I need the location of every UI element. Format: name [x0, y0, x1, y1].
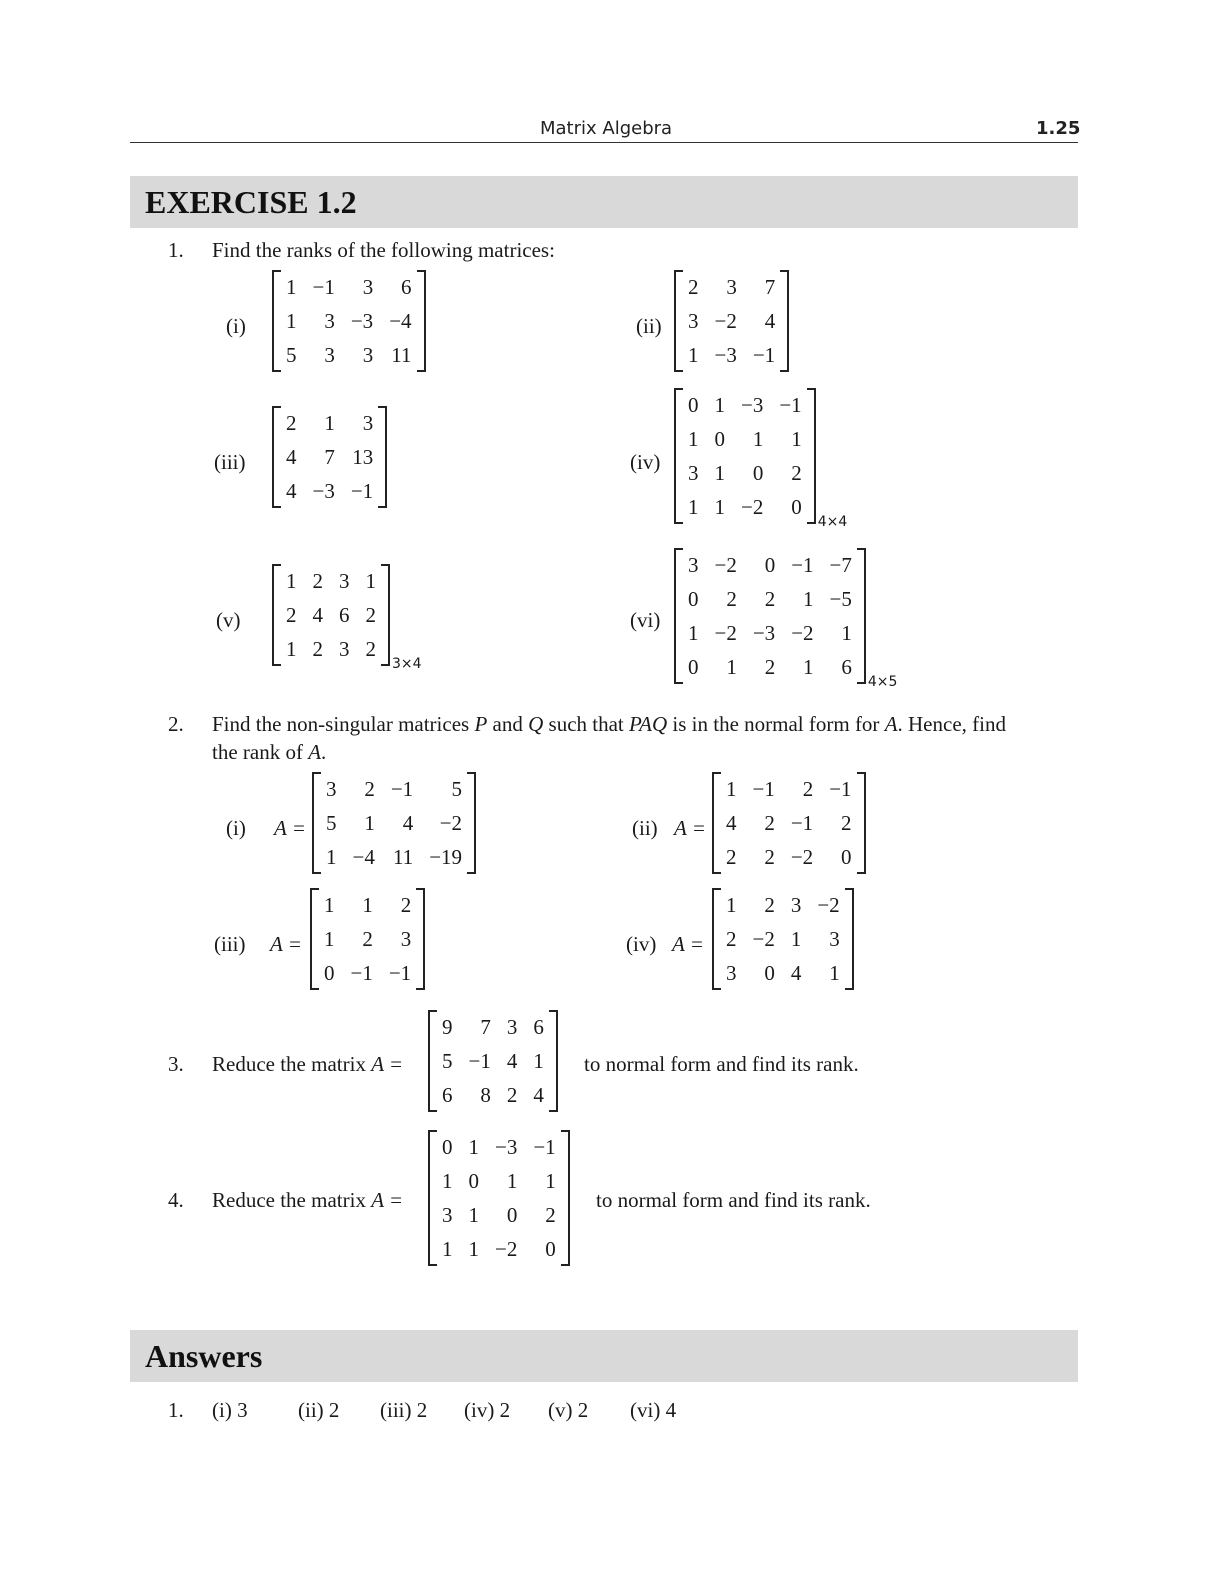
q4-text: Reduce the matrix A = — [212, 1188, 404, 1212]
matrix-cell: 1 — [364, 811, 375, 835]
matrix-body — [683, 270, 780, 372]
q2-label-ii: (ii) — [632, 816, 658, 840]
matrix-body — [319, 888, 416, 990]
matrix-cell: 1 — [442, 1237, 453, 1261]
q2-matrix-iii — [310, 888, 425, 990]
matrix-cell: 0 — [791, 495, 802, 519]
matrix-cell: 3 — [726, 275, 737, 299]
q1-text: Find the ranks of the following matrices: — [212, 238, 555, 262]
matrix-cell: 5 — [326, 811, 337, 835]
q1-matrix-vi — [674, 548, 898, 690]
matrix-cell: 2 — [545, 1203, 556, 1227]
matrix-cell: 6 — [533, 1015, 544, 1039]
matrix-cell: 7 — [480, 1015, 491, 1039]
answer-item: (v) 2 — [548, 1398, 589, 1422]
matrix-cell: 1 — [365, 569, 376, 593]
matrix-cell: −1 — [779, 393, 802, 417]
matrix-cell: −3 — [741, 393, 764, 417]
matrix-cell: 0 — [841, 845, 852, 869]
matrix-body — [721, 772, 857, 874]
matrix-cell: 3 — [339, 637, 350, 661]
matrix-cell: 6 — [339, 603, 350, 627]
matrix-right-bracket — [549, 1010, 558, 1112]
q2-label-iii: (iii) — [214, 932, 246, 956]
q2-prefix-i: A = — [274, 816, 306, 840]
matrix-cell: 2 — [764, 845, 775, 869]
matrix-cell: 7 — [764, 275, 776, 299]
matrix-cell: −5 — [829, 587, 852, 611]
q3-matrix — [428, 1010, 558, 1112]
matrix-cell: 3 — [326, 777, 337, 801]
matrix-cell: −2 — [714, 553, 737, 577]
matrix-cell: 1 — [790, 927, 802, 951]
matrix-left-bracket — [712, 888, 721, 990]
matrix-cell: 0 — [688, 587, 699, 611]
matrix-cell: 5 — [451, 777, 463, 801]
matrix-cell: 1 — [803, 587, 814, 611]
matrix-cell: 4 — [533, 1083, 544, 1107]
q1-label-iii: (iii) — [214, 450, 246, 474]
running-head-title: Matrix Algebra — [540, 118, 673, 139]
matrix-cell: 1 — [714, 495, 725, 519]
matrix-cell: 1 — [506, 1169, 518, 1193]
matrix-left-bracket — [674, 270, 683, 372]
q2-matrix-i — [312, 772, 476, 874]
matrix-cell: 2 — [286, 411, 297, 435]
matrix-body — [281, 270, 417, 372]
q1-matrix-v — [272, 564, 422, 672]
q1-number: 1. — [168, 238, 184, 262]
matrix-cell: 0 — [468, 1169, 479, 1193]
matrix-order-subscript: 4×5 — [867, 674, 898, 690]
q4-matrix — [428, 1130, 570, 1266]
matrix-cell: 3 — [362, 275, 374, 299]
matrix-cell: −1 — [350, 961, 373, 985]
matrix-cell: 2 — [764, 893, 775, 917]
matrix-cell: 4 — [764, 309, 776, 333]
matrix-cell: 2 — [365, 603, 376, 627]
matrix-body — [437, 1130, 561, 1266]
matrix-cell: 6 — [442, 1083, 453, 1107]
matrix-cell: 2 — [312, 569, 323, 593]
matrix-cell: 3 — [688, 309, 699, 333]
q1-matrix-iii — [272, 406, 387, 508]
matrix-cell: 11 — [392, 845, 414, 869]
matrix-cell: 3 — [790, 893, 802, 917]
matrix-left-bracket — [272, 406, 281, 508]
matrix-cell: −1 — [533, 1135, 556, 1159]
answers-heading-band — [130, 1330, 1078, 1382]
matrix-cell: −1 — [468, 1049, 491, 1073]
matrix-left-bracket — [674, 548, 683, 684]
matrix-cell: −4 — [389, 309, 412, 333]
matrix-right-bracket — [381, 564, 390, 666]
matrix-cell: 9 — [442, 1015, 453, 1039]
q2-text-line1: Find the non-singular matrices P and Q such that PAQ is in the normal form for A. Hence, find — [212, 712, 1006, 736]
matrix-cell: 1 — [688, 495, 699, 519]
matrix-cell: 1 — [545, 1169, 556, 1193]
matrix-left-bracket — [712, 772, 721, 874]
q4-number: 4. — [168, 1188, 184, 1212]
matrix-cell: 4 — [402, 811, 414, 835]
matrix-cell: −3 — [752, 621, 776, 645]
matrix-cell: 5 — [442, 1049, 453, 1073]
matrix-cell: −1 — [388, 961, 412, 985]
matrix-body — [437, 1010, 549, 1112]
matrix-cell: 0 — [714, 427, 725, 451]
matrix-cell: −2 — [714, 621, 737, 645]
matrix-right-bracket — [857, 548, 866, 684]
matrix-right-bracket — [378, 406, 387, 508]
answer-item: (iv) 2 — [464, 1398, 511, 1422]
matrix-cell: 11 — [391, 343, 412, 367]
matrix-order-subscript: 3×4 — [392, 656, 422, 672]
matrix-right-bracket — [845, 888, 854, 990]
matrix-cell: −1 — [791, 553, 814, 577]
matrix-cell: −2 — [495, 1237, 518, 1261]
matrix-right-bracket — [467, 772, 476, 874]
q2-label-i: (i) — [226, 816, 246, 840]
matrix-cell: −1 — [350, 479, 374, 503]
matrix-cell: 1 — [714, 461, 725, 485]
matrix-body — [683, 548, 857, 684]
matrix-cell: 3 — [688, 553, 699, 577]
matrix-cell: 1 — [324, 893, 335, 917]
matrix-cell: 3 — [400, 927, 412, 951]
matrix-cell: −1 — [312, 275, 335, 299]
matrix-cell: 1 — [726, 655, 737, 679]
matrix-body — [721, 888, 845, 990]
matrix-cell: −19 — [429, 845, 463, 869]
matrix-cell: 1 — [714, 393, 725, 417]
matrix-cell: −1 — [829, 777, 852, 801]
matrix-cell: 2 — [506, 1083, 518, 1107]
answer-item: (iii) 2 — [380, 1398, 428, 1422]
matrix-cell: 7 — [324, 445, 335, 469]
matrix-body — [683, 388, 807, 524]
matrix-right-bracket — [807, 388, 816, 524]
matrix-cell: 1 — [468, 1237, 479, 1261]
matrix-cell: 1 — [286, 309, 297, 333]
matrix-cell: 2 — [362, 927, 373, 951]
matrix-cell: 6 — [841, 655, 852, 679]
matrix-cell: −2 — [791, 621, 814, 645]
q2-number: 2. — [168, 712, 184, 736]
q1-label-iv: (iv) — [630, 450, 661, 474]
matrix-cell: 2 — [791, 461, 802, 485]
matrix-cell: 4 — [506, 1049, 518, 1073]
matrix-cell: 3 — [442, 1203, 453, 1227]
matrix-cell: 2 — [312, 637, 323, 661]
matrix-left-bracket — [428, 1130, 437, 1266]
matrix-cell: −3 — [350, 309, 374, 333]
matrix-cell: 13 — [352, 445, 374, 469]
matrix-body — [281, 406, 378, 508]
q1-label-i: (i) — [226, 314, 246, 338]
matrix-cell: 1 — [726, 893, 737, 917]
matrix-cell: −2 — [752, 927, 775, 951]
q2-text-line2: the rank of A. — [212, 740, 327, 764]
matrix-cell: −1 — [790, 811, 814, 835]
matrix-cell: 5 — [286, 343, 297, 367]
q1-label-ii: (ii) — [636, 314, 662, 338]
matrix-cell: −3 — [495, 1135, 518, 1159]
matrix-cell: 3 — [324, 343, 335, 367]
matrix-cell: 3 — [688, 461, 699, 485]
matrix-cell: 1 — [688, 427, 699, 451]
matrix-cell: 1 — [829, 961, 840, 985]
answer-item: (ii) 2 — [298, 1398, 340, 1422]
matrix-cell: 4 — [286, 479, 297, 503]
matrix-cell: −4 — [352, 845, 375, 869]
exercise-title: EXERCISE 1.2 — [145, 184, 357, 220]
matrix-cell: −3 — [312, 479, 335, 503]
matrix-cell: −1 — [752, 777, 775, 801]
q1-matrix-ii — [674, 270, 789, 372]
page-number: 1.25 — [1036, 118, 1081, 139]
matrix-cell: 1 — [468, 1135, 479, 1159]
matrix-cell: 1 — [324, 927, 335, 951]
matrix-cell: 4 — [312, 603, 323, 627]
matrix-cell: 2 — [364, 777, 375, 801]
matrix-body — [281, 564, 381, 666]
matrix-cell: 1 — [803, 655, 814, 679]
matrix-cell: 4 — [726, 811, 737, 835]
header-rule — [130, 142, 1078, 143]
q3-text: Reduce the matrix A = — [212, 1052, 404, 1076]
matrix-cell: 3 — [362, 343, 374, 367]
matrix-cell: 2 — [764, 587, 776, 611]
matrix-cell: −2 — [439, 811, 463, 835]
matrix-cell: 1 — [841, 621, 852, 645]
matrix-cell: 3 — [324, 309, 335, 333]
matrix-cell: 2 — [400, 893, 412, 917]
matrix-cell: 0 — [752, 461, 764, 485]
matrix-cell: −7 — [829, 553, 852, 577]
matrix-cell: 1 — [791, 427, 802, 451]
matrix-cell: 1 — [326, 845, 337, 869]
matrix-cell: 1 — [688, 343, 699, 367]
matrix-left-bracket — [312, 772, 321, 874]
matrix-cell: 2 — [764, 811, 775, 835]
matrix-cell: 2 — [764, 655, 776, 679]
matrix-cell: 2 — [726, 587, 737, 611]
matrix-cell: 0 — [442, 1135, 453, 1159]
matrix-cell: 1 — [533, 1049, 544, 1073]
matrix-cell: −2 — [741, 495, 764, 519]
matrix-cell: 3 — [829, 927, 840, 951]
matrix-cell: 0 — [506, 1203, 518, 1227]
answers-number: 1. — [168, 1398, 184, 1422]
matrix-cell: 0 — [764, 553, 776, 577]
matrix-cell: 2 — [726, 927, 737, 951]
matrix-cell: 1 — [726, 777, 737, 801]
matrix-left-bracket — [428, 1010, 437, 1112]
matrix-cell: 2 — [688, 275, 699, 299]
matrix-cell: 2 — [286, 603, 297, 627]
matrix-cell: 4 — [286, 445, 297, 469]
answer-item: (vi) 4 — [630, 1398, 677, 1422]
matrix-cell: 0 — [764, 961, 775, 985]
q2-prefix-iv: A = — [672, 932, 704, 956]
matrix-cell: −1 — [752, 343, 776, 367]
matrix-cell: 1 — [286, 637, 297, 661]
q2-matrix-iv — [712, 888, 854, 990]
matrix-cell: 1 — [752, 427, 764, 451]
matrix-right-bracket — [857, 772, 866, 874]
matrix-cell: −2 — [790, 845, 814, 869]
matrix-right-bracket — [417, 270, 426, 372]
q2-prefix-ii: A = — [674, 816, 706, 840]
matrix-cell: 1 — [286, 569, 297, 593]
q2-prefix-iii: A = — [270, 932, 302, 956]
matrix-order-subscript: 4×4 — [817, 514, 848, 530]
q3-suffix: to normal form and find its rank. — [584, 1052, 859, 1076]
answers-title: Answers — [145, 1338, 263, 1374]
matrix-cell: 3 — [506, 1015, 518, 1039]
matrix-right-bracket — [416, 888, 425, 990]
matrix-cell: −3 — [714, 343, 737, 367]
exercise-heading-band — [130, 176, 1078, 228]
matrix-cell: 0 — [324, 961, 335, 985]
matrix-cell: 3 — [362, 411, 374, 435]
matrix-cell: 0 — [688, 393, 699, 417]
matrix-cell: 1 — [324, 411, 335, 435]
matrix-cell: 1 — [286, 275, 297, 299]
q1-label-v: (v) — [216, 608, 241, 632]
q4-suffix: to normal form and find its rank. — [596, 1188, 871, 1212]
q1-matrix-iv — [674, 388, 848, 530]
matrix-right-bracket — [561, 1130, 570, 1266]
matrix-cell: 2 — [726, 845, 737, 869]
q1-matrix-i — [272, 270, 426, 372]
matrix-cell: −2 — [714, 309, 737, 333]
matrix-cell: 2 — [365, 637, 376, 661]
matrix-cell: 3 — [339, 569, 350, 593]
matrix-cell: 1 — [362, 893, 373, 917]
matrix-body — [321, 772, 467, 874]
matrix-right-bracket — [780, 270, 789, 372]
matrix-left-bracket — [310, 888, 319, 990]
matrix-left-bracket — [674, 388, 683, 524]
matrix-cell: 2 — [841, 811, 852, 835]
matrix-cell: 2 — [802, 777, 814, 801]
matrix-cell: 8 — [480, 1083, 491, 1107]
matrix-cell: 1 — [688, 621, 699, 645]
matrix-cell: 0 — [545, 1237, 556, 1261]
q2-matrix-ii — [712, 772, 866, 874]
matrix-cell: 1 — [468, 1203, 479, 1227]
matrix-cell: 4 — [790, 961, 802, 985]
matrix-left-bracket — [272, 564, 281, 666]
matrix-cell: −2 — [817, 893, 840, 917]
matrix-cell: 0 — [688, 655, 699, 679]
answer-item: (i) 3 — [212, 1398, 248, 1422]
q3-number: 3. — [168, 1052, 184, 1076]
matrix-cell: −1 — [390, 777, 414, 801]
matrix-cell: 1 — [442, 1169, 453, 1193]
matrix-left-bracket — [272, 270, 281, 372]
q2-label-iv: (iv) — [626, 932, 657, 956]
q1-label-vi: (vi) — [630, 608, 661, 632]
matrix-cell: 6 — [401, 275, 412, 299]
matrix-cell: 3 — [726, 961, 737, 985]
